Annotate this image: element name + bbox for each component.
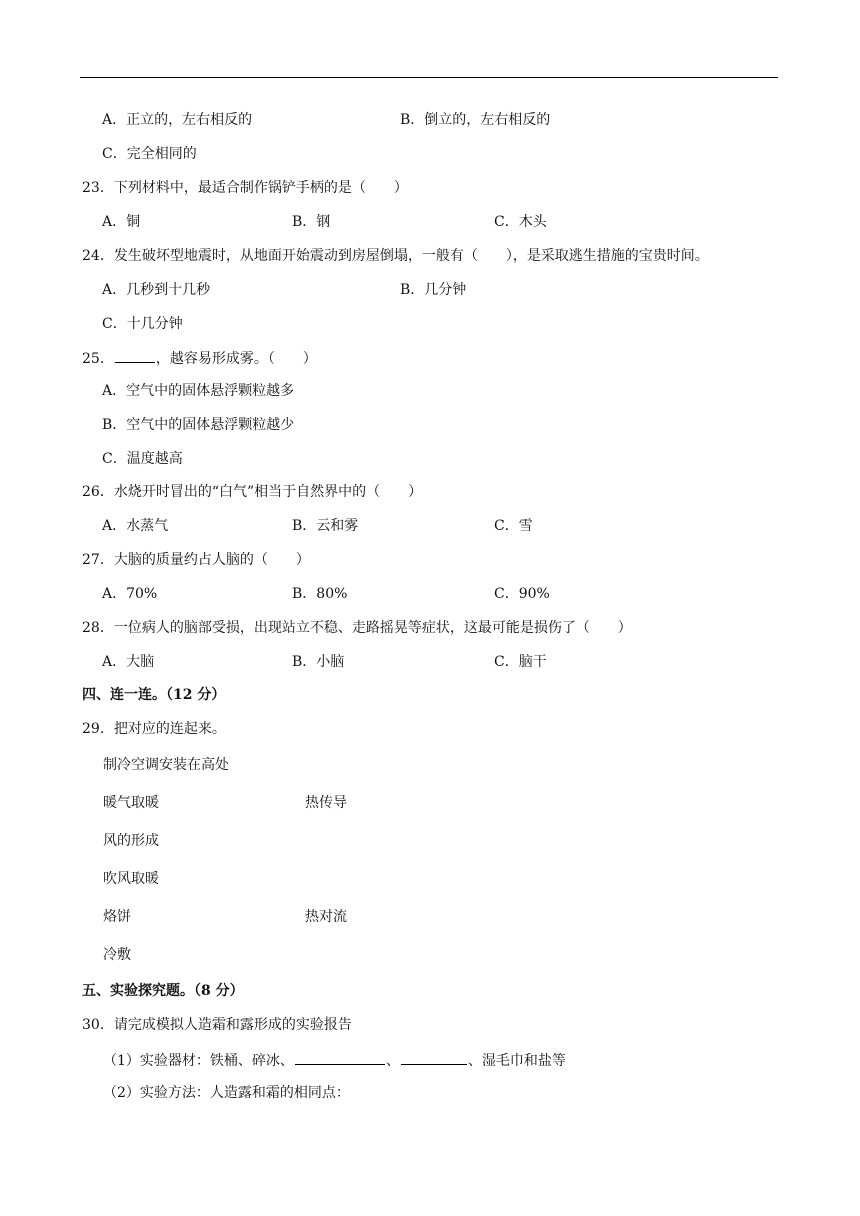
section-5-title: 五、实验探究题。（8 分） bbox=[82, 983, 244, 999]
q30-blank-1[interactable] bbox=[295, 1050, 385, 1065]
q24-stem: 24．发生破坏型地震时，从地面开始震动到房屋倒塌，一般有（ ），是采取逃生措施的宝贵时间。 bbox=[82, 248, 709, 264]
match-right-item[interactable]: 热对流 bbox=[305, 909, 347, 925]
q25-number: 25． bbox=[82, 351, 114, 367]
q27-option-c[interactable]: C．90% bbox=[494, 586, 550, 602]
q25-option-a[interactable]: A．空气中的固体悬浮颗粒越多 bbox=[102, 383, 295, 399]
q25-stem-text: ，越容易形成雾。（ ） bbox=[155, 351, 317, 367]
q30-part-2: （2）实验方法：人造露和霜的相同点： bbox=[103, 1085, 350, 1101]
header-rule bbox=[80, 77, 778, 78]
match-left-item[interactable]: 吹风取暖 bbox=[103, 871, 159, 887]
q29-stem: 29．把对应的连起来。 bbox=[82, 721, 226, 737]
q30-stem: 30．请完成模拟人造霜和露形成的实验报告 bbox=[82, 1017, 352, 1033]
q26-option-a[interactable]: A．水蒸气 bbox=[102, 518, 169, 534]
q28-option-b[interactable]: B．小脑 bbox=[292, 654, 345, 670]
q26-stem: 26．水烧开时冒出的“白气”相当于自然界中的（ ） bbox=[82, 484, 423, 500]
q23-option-a[interactable]: A．铜 bbox=[102, 214, 141, 230]
q28-option-a[interactable]: A．大脑 bbox=[102, 654, 155, 670]
q25-stem bbox=[82, 348, 317, 368]
q30-part-1 bbox=[103, 1050, 566, 1070]
q30-part-1-separator: 、 bbox=[385, 1053, 400, 1069]
q30-part-1-suffix: 、湿毛巾和盐等 bbox=[467, 1053, 566, 1069]
q27-option-b[interactable]: B．80% bbox=[292, 586, 348, 602]
q23-option-c[interactable]: C．木头 bbox=[494, 214, 547, 230]
q25-blank[interactable] bbox=[115, 348, 155, 363]
q30-blank-2[interactable] bbox=[401, 1050, 467, 1065]
q27-stem: 27．大脑的质量约占人脑的（ ） bbox=[82, 552, 310, 568]
match-left-item[interactable]: 风的形成 bbox=[103, 833, 159, 849]
q28-option-c[interactable]: C．脑干 bbox=[494, 654, 547, 670]
q24-option-a[interactable]: A．几秒到十几秒 bbox=[102, 282, 211, 298]
q23-option-b[interactable]: B．钢 bbox=[292, 214, 331, 230]
match-right-item[interactable]: 热传导 bbox=[305, 795, 347, 811]
q25-option-c[interactable]: C．温度越高 bbox=[102, 451, 183, 467]
q23-stem: 23．下列材料中，最适合制作锅铲手柄的是（ ） bbox=[82, 180, 408, 196]
match-left-item[interactable]: 制冷空调安装在高处 bbox=[103, 757, 229, 773]
q27-option-a[interactable]: A．70% bbox=[102, 586, 158, 602]
q22-option-b[interactable]: B．倒立的，左右相反的 bbox=[400, 112, 551, 128]
q22-option-a[interactable]: A．正立的，左右相反的 bbox=[102, 112, 253, 128]
q30-part-1-prefix: （1）实验器材：铁桶、碎冰、 bbox=[103, 1053, 294, 1069]
section-4-title: 四、连一连。（12 分） bbox=[82, 687, 226, 703]
q26-option-c[interactable]: C．雪 bbox=[494, 518, 533, 534]
q28-stem: 28．一位病人的脑部受损，出现站立不稳、走路摇晃等症状，这最可能是损伤了（ ） bbox=[82, 620, 632, 636]
q25-option-b[interactable]: B．空气中的固体悬浮颗粒越少 bbox=[102, 417, 295, 433]
q24-option-c[interactable]: C．十几分钟 bbox=[102, 316, 183, 332]
match-left-item[interactable]: 烙饼 bbox=[103, 909, 131, 925]
q24-option-b[interactable]: B．几分钟 bbox=[400, 282, 467, 298]
match-left-item[interactable]: 暖气取暖 bbox=[103, 795, 159, 811]
match-left-item[interactable]: 冷敷 bbox=[103, 947, 131, 963]
q26-option-b[interactable]: B．云和雾 bbox=[292, 518, 359, 534]
q22-option-c[interactable]: C．完全相同的 bbox=[102, 146, 197, 162]
